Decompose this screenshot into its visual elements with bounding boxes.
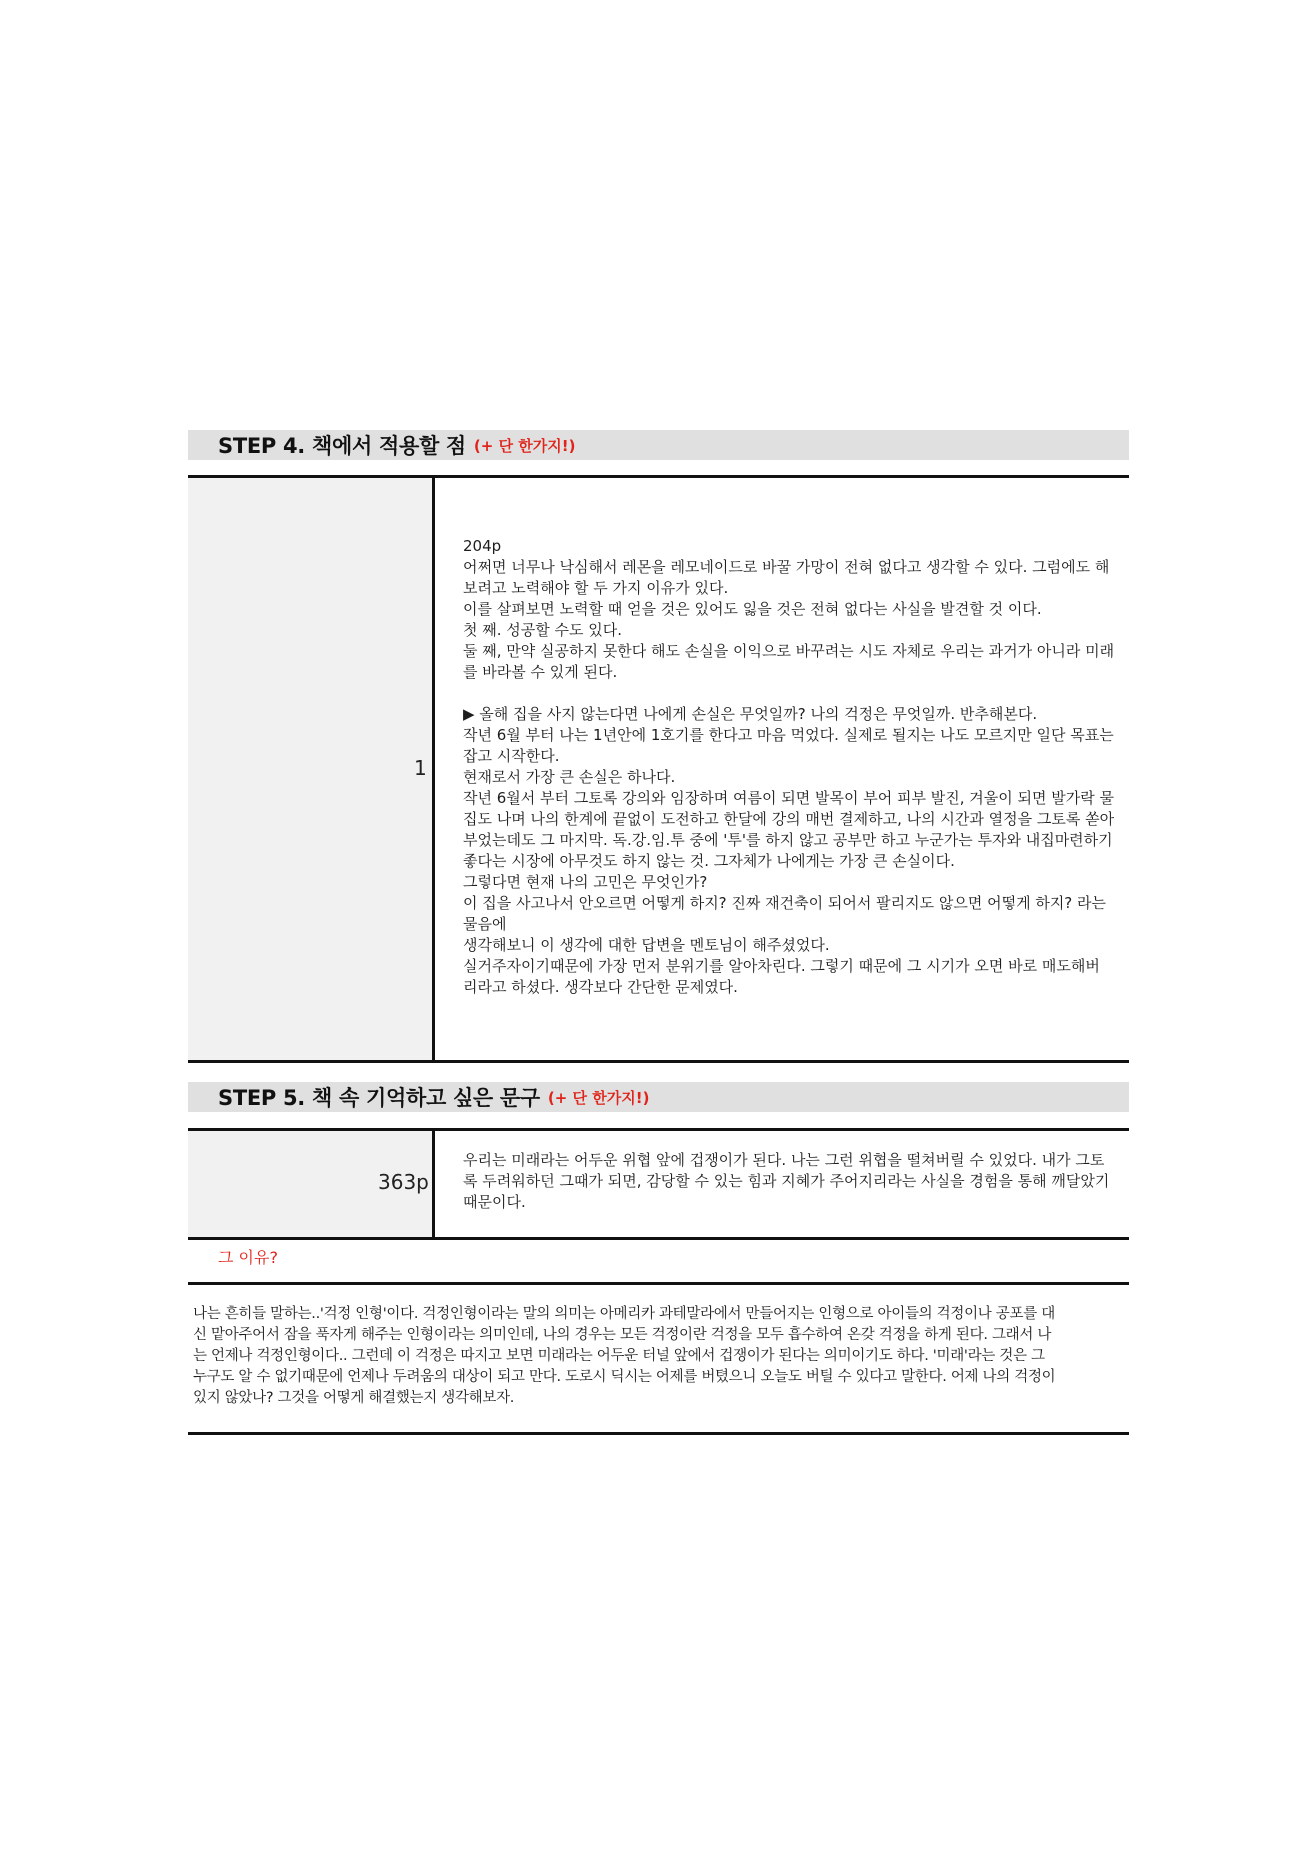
step4-line: 실거주자이기때문에 가장 먼저 분위기를 알아차린다. 그렇기 때문에 그 시기가 오면 바로 매도해버 <box>463 957 1100 975</box>
reason-top-rule <box>188 1282 1129 1285</box>
reason-bottom-rule <box>188 1432 1129 1435</box>
step5-line: 록 두려워하던 그때가 되면, 감당할 수 있는 힘과 지혜가 주어지리라는 사실을 경험을 통해 깨달았기 <box>463 1172 1110 1190</box>
step4-header <box>188 430 1129 460</box>
reason-line: 나는 흔히들 말하는..'걱정 인형'이다. 걱정인형이라는 말의 의미는 아메리카 과테말라에서 만들어지는 인형으로 아이들의 걱정이나 공포를 대 <box>193 1306 1055 1322</box>
step4-line: 리라고 하셨다. 생각보다 간단한 문제였다. <box>463 978 738 996</box>
step5-title: STEP 5. 책 속 기억하고 싶은 문구 <box>218 1086 540 1110</box>
reason-line: 신 맡아주어서 잠을 푹자게 해주는 인형이라는 의미인데, 나의 경우는 모든 걱정이란 걱정을 모두 흡수하여 온갖 걱정을 하게 된다. 그래서 나 <box>193 1327 1052 1343</box>
step4-line: 부었는데도 그 마지막. 독.강.임.투 중에 '투'를 하지 않고 공부만 하고 누군가는 투자와 내집마련하기 <box>463 831 1113 849</box>
step5-line: 우리는 미래라는 어두운 위협 앞에 겁쟁이가 된다. 나는 그런 위협을 떨쳐버릴 수 있었다. 내가 그토 <box>463 1151 1105 1169</box>
step4-line: 이를 살펴보면 노력할 때 얻을 것은 있어도 잃을 것은 전혀 없다는 사실을 발견할 것 이다. <box>463 600 1042 618</box>
step4-divider <box>432 478 435 1060</box>
reason-content <box>193 1304 1127 1409</box>
step4-line: 집도 나며 나의 한계에 끝없이 도전하고 한달에 강의 매번 결제하고, 나의 시간과 열정을 그토록 쏟아 <box>463 810 1115 828</box>
step4-line: 잡고 시작한다. <box>463 747 560 765</box>
step4-line: 물음에 <box>463 915 507 933</box>
step5-header <box>188 1082 1129 1112</box>
step4-content <box>463 536 1123 998</box>
reason-line: 는 언제나 걱정인형이다.. 그런데 이 걱정은 따지고 보면 미래라는 어두운 터널 앞에서 겁쟁이가 된다는 의미이기도 하다. '미래'라는 것은 그 <box>193 1348 1045 1364</box>
step5-page: 363p <box>378 1170 429 1194</box>
step4-line: 어쩌면 너무나 낙심해서 레몬을 레모네이드로 바꿀 가망이 전혀 없다고 생각할 수 있다. 그럼에도 해 <box>463 558 1110 576</box>
step5-content <box>463 1150 1123 1213</box>
step4-title: STEP 4. 책에서 적용할 점 <box>218 434 466 458</box>
step5-bottom-rule <box>188 1237 1129 1240</box>
step4-line: 첫 째. 성공할 수도 있다. <box>463 621 623 639</box>
step5-note: (+ 단 한가지!) <box>547 1088 650 1107</box>
step4-line: 둘 째, 만약 실공하지 못한다 해도 손실을 이익으로 바꾸려는 시도 자체로 우리는 과거가 아니라 미래 <box>463 642 1115 660</box>
step4-line: 작년 6월 부터 나는 1년안에 1호기를 한다고 마음 먹었다. 실제로 될지는 나도 모르지만 일단 목표는 <box>463 726 1114 744</box>
step4-line: 이 집을 사고나서 안오르면 어떻게 하지? 진짜 재건축이 되어서 팔리지도 않으면 어떻게 하지? 라는 <box>463 894 1107 912</box>
step4-line: 작년 6월서 부터 그토록 강의와 임장하며 여름이 되면 발목이 부어 피부 발진, 겨울이 되면 발가락 물 <box>463 789 1114 807</box>
step4-line: 를 바라볼 수 있게 된다. <box>463 663 618 681</box>
step4-line: 생각해보니 이 생각에 대한 답변을 멘토님이 해주셨었다. <box>463 936 830 954</box>
step4-line: 그렇다면 현재 나의 고민은 무엇인가? <box>463 873 708 891</box>
step4-line: 좋다는 시장에 아무것도 하지 않는 것. 그자체가 나에게는 가장 큰 손실이다. <box>463 852 955 870</box>
step5-line: 때문이다. <box>463 1193 526 1211</box>
step4-line: 현재로서 가장 큰 손실은 하나다. <box>463 768 676 786</box>
step4-bottom-rule <box>188 1060 1129 1063</box>
step5-divider <box>432 1131 435 1237</box>
reason-line: 누구도 알 수 없기때문에 언제나 두려움의 대상이 되고 만다. 도로시 딕시는 어제를 버텼으니 오늘도 버틸 수 있다고 말한다. 어제 나의 걱정이 <box>193 1369 1056 1385</box>
reason-line: 있지 않았나? 그것을 어떻게 해결했는지 생각해보자. <box>193 1390 515 1406</box>
step4-page: 204p <box>463 537 502 555</box>
reason-label: 그 이유? <box>218 1248 278 1267</box>
step4-line: ▶ 올해 집을 사지 않는다면 나에게 손실은 무엇일까? 나의 걱정은 무엇일까. 반추해본다. <box>463 705 1038 723</box>
step4-note: (+ 단 한가지!) <box>473 436 576 455</box>
paragraph-gap <box>463 683 1123 704</box>
step4-left-cell <box>188 478 432 1060</box>
step4-number: 1 <box>414 756 427 780</box>
step4-line: 보려고 노력해야 할 두 가지 이유가 있다. <box>463 579 729 597</box>
